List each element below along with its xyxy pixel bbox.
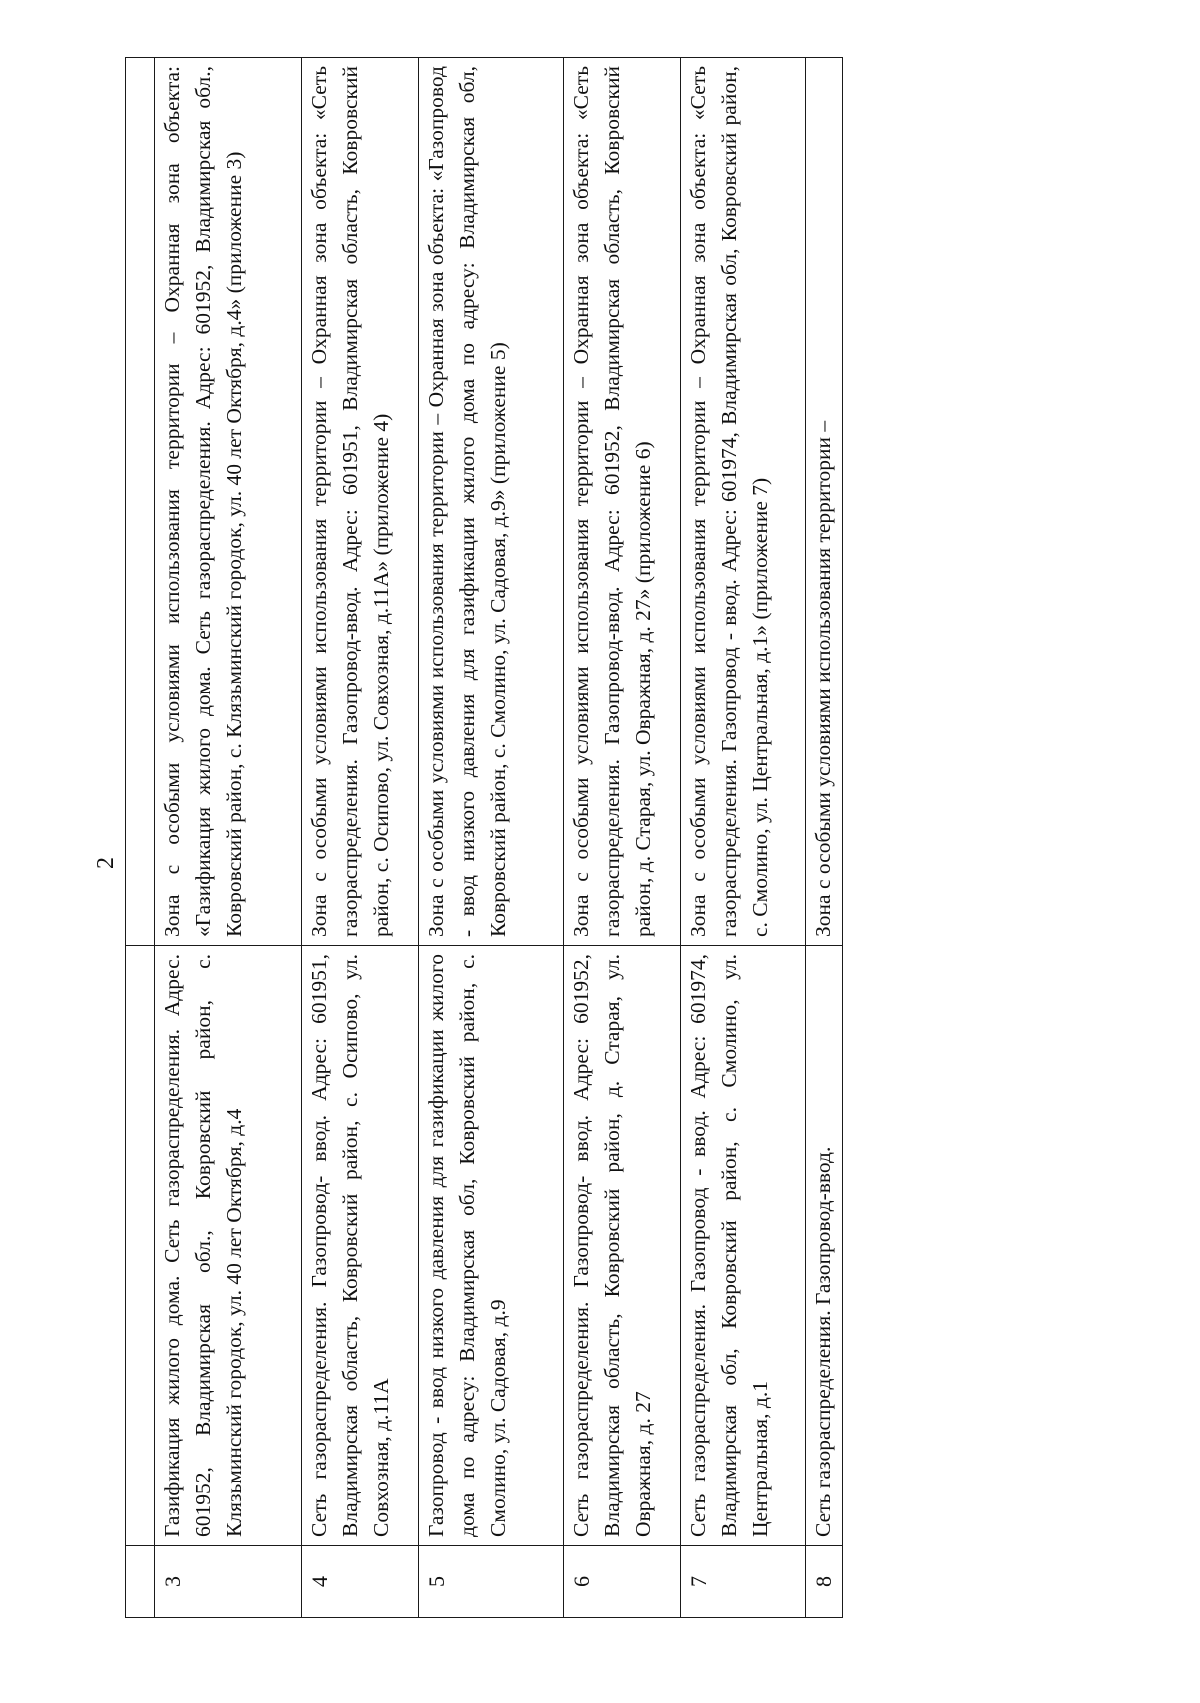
object-description: Сеть газораспределения. Газопровод - ввод. Адрес: 601974, Владимирская обл, Ковровский район, с. Смолино, ул. Центральная, д.1 xyxy=(681,946,806,1546)
zone-description: Зона с особыми условиями использования территории – Охранная зона объекта: «Сеть газораспределения. Газопровод - ввод. Адрес: 601974, Владимирская обл, Ковровский район, с. Смолино, ул. Центральная, д.1» (приложение 7) xyxy=(681,58,806,946)
page-number: 2 xyxy=(93,857,119,869)
empty-cell xyxy=(126,58,155,946)
zone-description: Зона с особыми условиями использования территории – Охранная зона объекта: «Сеть газораспределения. Газопровод-ввод. Адрес: 601952, Владимирская область, Ковровский район, д. Старая, ул. Овражная, д. 27» (приложение 6) xyxy=(564,58,681,946)
object-description: Сеть газораспределения. Газопровод- ввод. Адрес: 601952, Владимирская область, Ковровский район, д. Старая, ул. Овражная, д. 27 xyxy=(564,946,681,1546)
object-description: Сеть газораспределения. Газопровод-ввод. xyxy=(806,946,843,1546)
row-number: 3 xyxy=(155,1546,302,1618)
zone-description: Зона с особыми условиями использования территории – Охранная зона объекта: «Газопровод - ввод низкого давления для газификации жилого дома по адресу: Владимирская обл, Ковровский район, с. Смолино, ул. Садовая, д.9» (приложение 5) xyxy=(419,58,564,946)
row-number: 4 xyxy=(302,1546,419,1618)
row-number: 5 xyxy=(419,1546,564,1618)
table-row xyxy=(681,58,806,1618)
table-top-row xyxy=(126,58,155,1618)
object-description: Газопровод - ввод низкого давления для газификации жилого дома по адресу: Владимирская обл, Ковровский район, с. Смолино, ул. Садовая, д.9 xyxy=(419,946,564,1546)
zone-description: Зона с особыми условиями использования территории – Охранная зона объекта: «Газификация жилого дома. Сеть газораспределения. Адрес: 601952, Владимирская обл., Ковровский район, с. Клязьминский городок, ул. 40 лет Октября, д.4» (приложение 3) xyxy=(155,58,302,946)
table-row xyxy=(419,58,564,1618)
table-row xyxy=(155,58,302,1618)
zone-description: Зона с особыми условиями использования территории – xyxy=(806,58,843,946)
table-row xyxy=(302,58,419,1618)
zones-table xyxy=(125,57,843,1618)
row-number: 8 xyxy=(806,1546,843,1618)
table-row xyxy=(564,58,681,1618)
object-description: Сеть газораспределения. Газопровод- ввод. Адрес: 601951, Владимирская область, Ковровский район, с. Осипово, ул. Совхозная, д.11А xyxy=(302,946,419,1546)
row-number: 6 xyxy=(564,1546,681,1618)
empty-cell xyxy=(126,1546,155,1618)
row-number: 7 xyxy=(681,1546,806,1618)
empty-cell xyxy=(126,946,155,1546)
rotated-table-container xyxy=(125,58,1135,1618)
zone-description: Зона с особыми условиями использования территории – Охранная зона объекта: «Сеть газораспределения. Газопровод-ввод. Адрес: 601951, Владимирская область, Ковровский район, с. Осипово, ул. Совхозная, д.11А» (приложение 4) xyxy=(302,58,419,946)
table-row xyxy=(806,58,843,1618)
object-description: Газификация жилого дома. Сеть газораспределения. Адрес. 601952, Владимирская обл., Ковровский район, с. Клязьминский городок, ул. 40 лет Октября, д.4 xyxy=(155,946,302,1546)
